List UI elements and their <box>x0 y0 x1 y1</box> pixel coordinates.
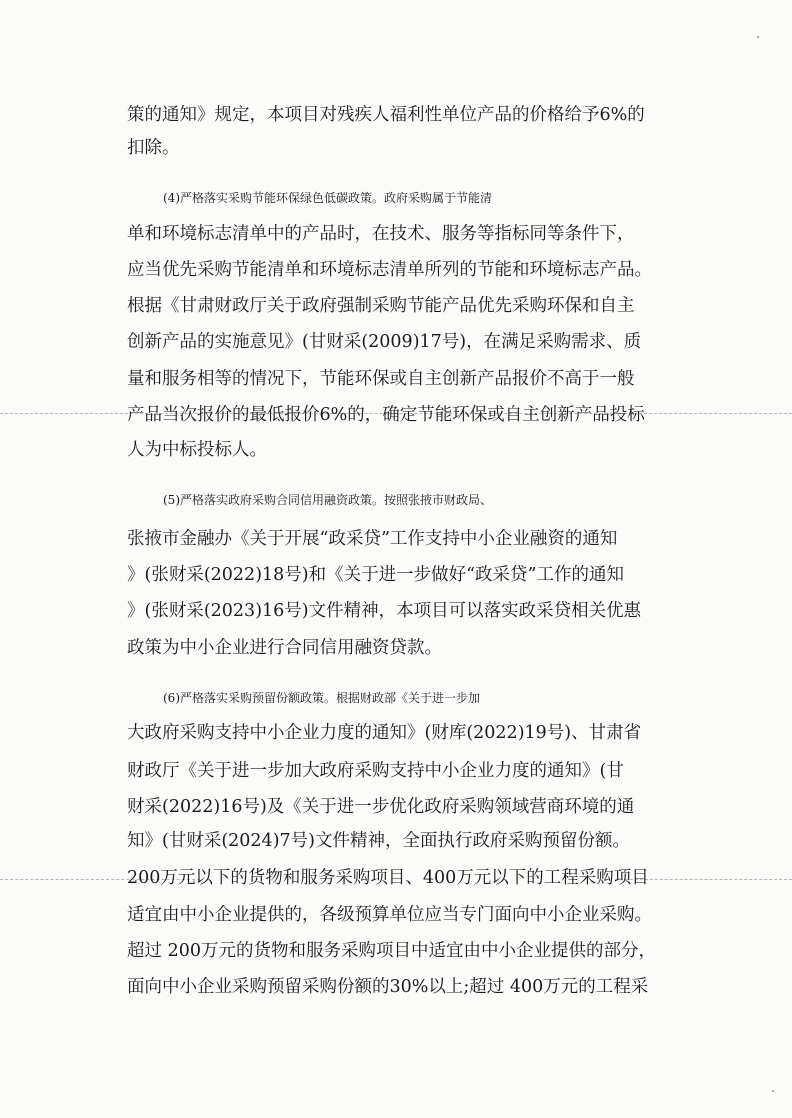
scan-speck <box>757 36 759 38</box>
body-text-line: 策的通知》规定，本项目对残疾人福利性单位产品的价格给予6%的 <box>127 105 645 125</box>
scan-speck <box>772 1090 774 1092</box>
body-text-line: 财政厅《关于进一步加大政府采购支持中小企业力度的通知》(甘 <box>127 761 624 781</box>
body-text-line: 扣除。 <box>127 138 180 158</box>
body-text-line: 财采(2022)16号)及《关于进一步优化政府采购领域营商环境的通 <box>127 797 635 817</box>
body-text-line: 政策为中小企业进行合同信用融资贷款。 <box>127 638 442 658</box>
body-text-line: 应当优先采购节能清单和环境标志清单所列的节能和环境标志产品。 <box>127 260 652 280</box>
body-text-line: 产品当次报价的最低报价6%的，确定节能环保或自主创新产品投标 <box>127 405 645 425</box>
body-text-line: 单和环境标志清单中的产品时，在技术、服务等指标同等条件下， <box>127 224 635 244</box>
body-text-line: 量和服务相等的情况下，节能环保或自主创新产品报价不高于一般 <box>127 369 635 389</box>
body-text-line: (5)严格落实政府采购合同信用融资政策。按照张掖市财政局、 <box>163 493 493 507</box>
body-text-line: 适宜由中小企业提供的，各级预算单位应当专门面向中小企业采购。 <box>127 905 652 925</box>
body-text-line: 张掖市金融办《关于开展“政采贷”工作支持中小企业融资的通知 <box>127 529 618 549</box>
body-text-line: 200万元以下的货物和服务采购项目、400万元以下的工程采购项目 <box>127 868 649 888</box>
body-text-line: 超过 200万元的货物和服务采购项目中适宜由中小企业提供的部分， <box>127 941 656 961</box>
body-text-line: 人为中标投标人。 <box>127 440 267 460</box>
body-text-line: 知》(甘财采(2024)7号)文件精神，全面执行政府采购预留份额。 <box>127 831 630 851</box>
body-text-line: (6)严格落实采购预留份额政策。根据财政部《关于进一步加 <box>163 691 481 705</box>
body-text-line: 面向中小企业采购预留采购份额的30%以上;超过 400万元的工程采 <box>127 977 649 997</box>
body-text-line: 根据《甘肃财政厅关于政府强制采购节能产品优先采购环保和自主 <box>127 296 635 316</box>
body-text-line: (4)严格落实采购节能环保绿色低碳政策。政府采购属于节能清 <box>163 191 493 205</box>
body-text-line: 》(张财采(2022)18号)和《关于进一步做好“政采贷”工作的通知 <box>127 565 625 585</box>
body-text-line: 大政府采购支持中小企业力度的通知》(财库(2022)19号)、甘肃省 <box>127 723 642 743</box>
body-text-line: 》(张财采(2023)16号)文件精神，本项目可以落实政采贷相关优惠 <box>127 601 642 621</box>
body-text-line: 创新产品的实施意见》(甘财采(2009)17号)，在满足采购需求、质 <box>127 332 642 352</box>
